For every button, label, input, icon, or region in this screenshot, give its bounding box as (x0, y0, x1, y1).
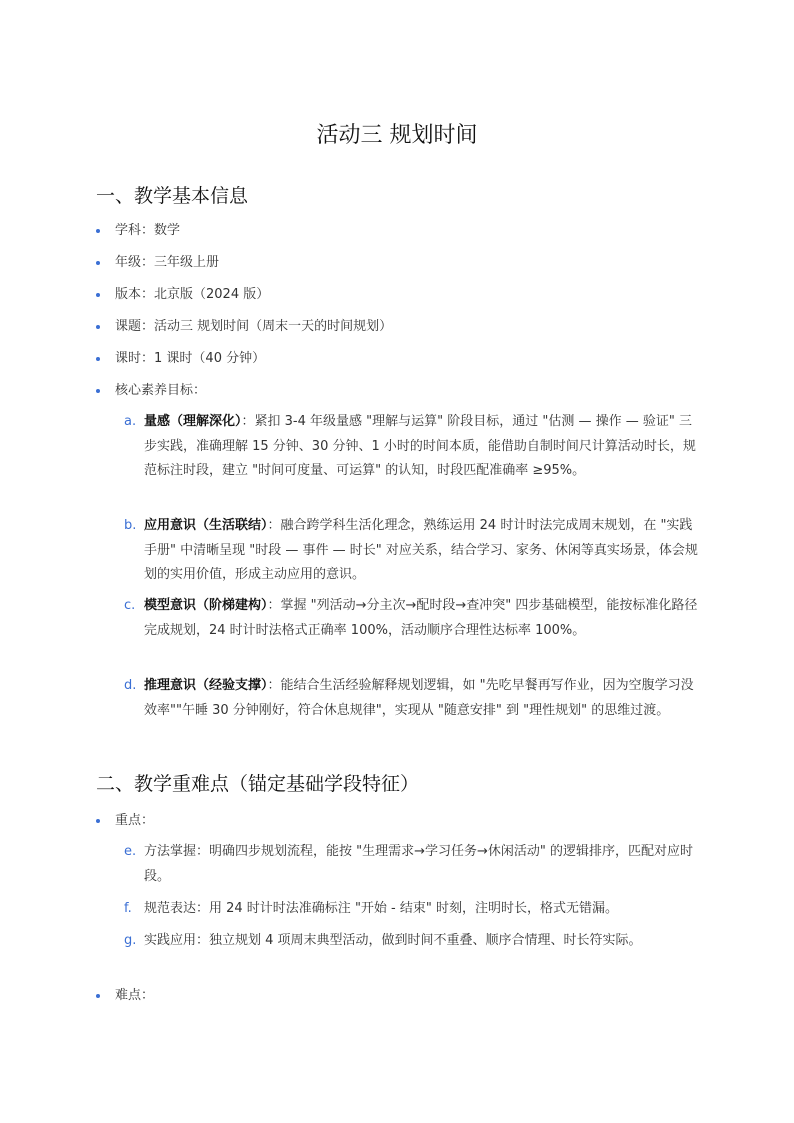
list-marker: a. (124, 414, 137, 429)
info-value: 三年级上册 (154, 255, 220, 270)
key-point-text: 实践应用：独立规划 4 项周末典型活动，做到时间不重叠、顺序合情理、时长符实际。 (144, 933, 642, 948)
info-label: 版本： (115, 287, 155, 302)
key-points-label: 重点： (115, 813, 155, 828)
list-marker: e. (124, 844, 137, 859)
info-value: 北京版（2024 版） (154, 287, 270, 302)
list-marker: d. (124, 678, 137, 693)
bullet-icon (96, 994, 100, 998)
goal-item-a (124, 410, 704, 484)
goal-item-c (124, 594, 704, 643)
info-value: 活动三 规划时间（周末一天的时间规划） (154, 319, 393, 334)
goal-title: 模型意识（阶梯建构） (144, 598, 268, 613)
section-heading-basic-info: 一、教学基本信息 (96, 185, 249, 207)
difficult-points-label: 难点： (115, 988, 155, 1003)
bullet-icon (96, 389, 100, 393)
list-marker: f. (124, 901, 132, 916)
list-marker: b. (124, 518, 137, 533)
info-label: 课题： (115, 319, 155, 334)
key-point-text: 方法掌握：明确四步规划流程，能按 "生理需求→学习任务→休闲活动" 的逻辑排序，匹配对应时段。 (144, 844, 694, 884)
list-marker: g. (124, 933, 137, 948)
goal-title: 量感（理解深化） (144, 414, 242, 429)
bullet-icon (96, 293, 100, 297)
key-point-f (124, 897, 704, 922)
key-point-text: 规范表达：用 24 时计时法准确标注 "开始 - 结束" 时刻，注明时长，格式无错漏。 (144, 901, 618, 916)
info-value: 数学 (154, 223, 181, 238)
bullet-icon (96, 229, 100, 233)
info-label: 核心素养目标： (115, 383, 207, 398)
goal-text: ：掌握 "列活动→分主次→配时段→查冲突" 四步基础模型，能按标准化路径完成规划，24 时计时法格式正确率 100%，活动顺序合理性达标率 100%。 (144, 598, 698, 638)
info-label: 学科： (115, 223, 155, 238)
bullet-icon (96, 325, 100, 329)
info-value: 1 课时（40 分钟） (154, 351, 266, 366)
key-point-e (124, 840, 704, 889)
document-title: 活动三 规划时间 (316, 123, 478, 148)
section-heading-key-difficult-points: 二、教学重难点（锚定基础学段特征） (96, 773, 420, 795)
info-label: 年级： (115, 255, 155, 270)
goal-text: ：紧扣 3-4 年级量感 "理解与运算" 阶段目标，通过 "估测 — 操作 — 验证" 三步实践，准确理解 15 分钟、30 分钟、1 小时的时间本质，能借助自制时间尺计算活动时长，规范标注时段，建立 "时间可度量、可运算" 的认知，时段匹配准确率 ≥95%。 (144, 414, 696, 478)
key-point-g (124, 929, 704, 954)
goal-item-d (124, 674, 704, 723)
goal-title: 应用意识（生活联结） (144, 518, 268, 533)
bullet-icon (96, 819, 100, 823)
bullet-icon (96, 357, 100, 361)
goal-title: 推理意识（经验支撑） (144, 678, 268, 693)
info-label: 课时： (115, 351, 155, 366)
goal-text: ：融合跨学科生活化理念，熟练运用 24 时计时法完成周末规划，在 "实践手册" 中清晰呈现 "时段 — 事件 — 时长" 对应关系，结合学习、家务、休闲等真实场景，体会规划的实用价值，形成主动应用的意识。 (144, 518, 698, 582)
goal-item-b (124, 514, 704, 588)
list-marker: c. (124, 598, 136, 613)
bullet-icon (96, 261, 100, 265)
goal-text: ：能结合生活经验解释规划逻辑，如 "先吃早餐再写作业，因为空腹学习没效率""午睡 30 分钟刚好，符合休息规律"，实现从 "随意安排" 到 "理性规划" 的思维过渡。 (144, 678, 694, 718)
